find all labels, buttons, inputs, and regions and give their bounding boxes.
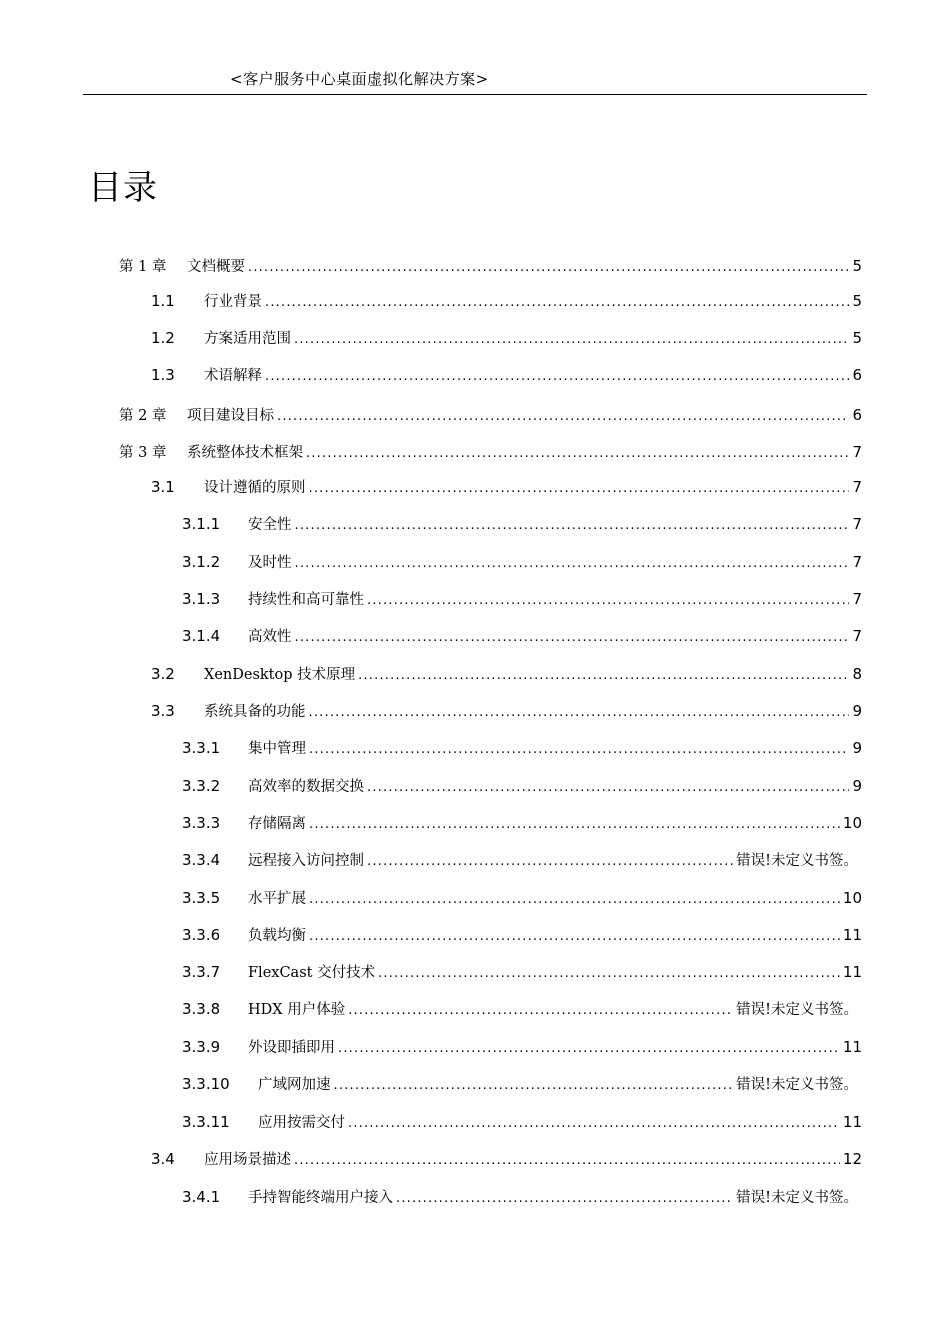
toc-entry-page: 11	[842, 926, 862, 944]
toc-entry[interactable]	[182, 849, 858, 873]
toc-leader-dots	[248, 260, 849, 275]
toc-entry-number: 3.3.8	[182, 1000, 221, 1018]
toc-entry[interactable]	[182, 961, 862, 985]
toc-entry-label: 水平扩展	[248, 891, 306, 907]
toc-entry-number: 3.3.10	[182, 1075, 230, 1093]
toc-entry-page: 11	[842, 1113, 862, 1131]
toc-entry-label: 远程接入访问控制	[248, 853, 364, 869]
toc-entry-number: 3.3.9	[182, 1038, 221, 1056]
toc-entry-label: 安全性	[248, 517, 292, 533]
header-rule	[83, 94, 867, 95]
toc-entry-number: 3.1.4	[182, 627, 221, 645]
toc-entry-number: 3.3.4	[182, 851, 221, 869]
toc-entry-label: 行业背景	[204, 294, 262, 310]
toc-entry-label: 文档概要	[187, 259, 245, 275]
toc-leader-dots	[348, 1003, 733, 1018]
toc-leader-dots	[338, 1041, 840, 1056]
toc-entry-number: 第 3 章	[119, 445, 167, 461]
toc-leader-dots	[309, 892, 840, 907]
toc-leader-dots	[309, 705, 850, 720]
toc-entry-number: 3.3.7	[182, 963, 221, 981]
toc-entry-number: 3.2	[151, 665, 175, 683]
toc-entry-number: 3.3.1	[182, 739, 221, 757]
toc-entry[interactable]	[119, 441, 862, 465]
toc-entry-number: 3.4	[151, 1150, 175, 1168]
toc-entry-label: 负载均衡	[248, 928, 306, 944]
toc-entry-label: 集中管理	[248, 741, 306, 757]
toc-entry[interactable]	[182, 775, 862, 799]
toc-entry-page: 10	[842, 889, 862, 907]
toc-entry-page: 7	[852, 627, 862, 645]
toc-entry-label: 高效率的数据交换	[248, 779, 364, 795]
toc-entry-page: 5	[852, 257, 862, 275]
toc-entry[interactable]	[151, 290, 862, 314]
toc-entry[interactable]	[182, 998, 858, 1022]
toc-entry-page: 7	[852, 515, 862, 533]
toc-entry-page: 错误!未定义书签。	[736, 1002, 858, 1018]
toc-entry-label: 项目建设目标	[187, 408, 274, 424]
toc-leader-dots	[295, 630, 850, 645]
toc-entry-label: 及时性	[248, 555, 292, 571]
toc-entry-page: 9	[852, 777, 862, 795]
toc-entry-page: 错误!未定义书签。	[736, 1190, 858, 1206]
toc-entry-label: 存储隔离	[248, 816, 306, 832]
toc-entry-page: 7	[852, 443, 862, 461]
toc-entry-number: 3.4.1	[182, 1188, 221, 1206]
toc-title: 目录	[88, 168, 158, 208]
toc-leader-dots	[295, 518, 850, 533]
toc-leader-dots	[309, 929, 840, 944]
toc-entry-page: 7	[852, 553, 862, 571]
toc-entry-page: 5	[852, 329, 862, 347]
toc-leader-dots	[306, 446, 849, 461]
toc-entry-page: 9	[852, 702, 862, 720]
toc-entry[interactable]	[182, 924, 862, 948]
toc-entry[interactable]	[182, 1073, 858, 1097]
toc-entry-label: 手持智能终端用户接入	[248, 1190, 393, 1206]
toc-leader-dots	[294, 1153, 840, 1168]
toc-entry[interactable]	[182, 1111, 862, 1135]
toc-leader-dots	[396, 1191, 733, 1206]
toc-entry[interactable]	[151, 1148, 862, 1172]
toc-entry-page: 12	[842, 1150, 862, 1168]
toc-entry[interactable]	[119, 404, 862, 428]
toc-entry[interactable]	[182, 812, 862, 836]
toc-entry-page: 9	[852, 739, 862, 757]
toc-entry-label: HDX 用户体验	[248, 1002, 346, 1018]
toc-leader-dots	[295, 556, 850, 571]
toc-entry-number: 3.3	[151, 702, 175, 720]
toc-entry-page: 7	[852, 590, 862, 608]
toc-entry[interactable]	[151, 364, 862, 388]
toc-entry[interactable]	[182, 551, 862, 575]
toc-entry-number: 1.3	[151, 366, 175, 384]
toc-entry-label: 系统整体技术框架	[187, 445, 303, 461]
toc-entry-number: 3.1.3	[182, 590, 221, 608]
toc-entry-page: 7	[852, 478, 862, 496]
toc-leader-dots	[309, 481, 850, 496]
toc-entry[interactable]	[182, 1186, 858, 1210]
toc-entry-label: 设计遵循的原则	[204, 480, 306, 496]
toc-entry[interactable]	[151, 327, 862, 351]
toc-entry-number: 3.3.6	[182, 926, 221, 944]
toc-leader-dots	[277, 409, 849, 424]
toc-entry[interactable]	[182, 737, 862, 761]
toc-leader-dots	[378, 966, 840, 981]
toc-entry[interactable]	[151, 476, 862, 500]
toc-entry-number: 3.3.11	[182, 1113, 230, 1131]
toc-entry-page: 6	[852, 406, 862, 424]
toc-entry-number: 第 1 章	[119, 259, 167, 275]
toc-entry-label: XenDesktop 技术原理	[204, 667, 356, 683]
toc-entry-page: 8	[852, 665, 862, 683]
toc-entry[interactable]	[151, 663, 862, 687]
toc-entry-label: 系统具备的功能	[204, 704, 306, 720]
toc-entry-label: 方案适用范围	[204, 331, 291, 347]
toc-entry-number: 1.2	[151, 329, 175, 347]
toc-entry-label: FlexCast 交付技术	[248, 965, 376, 981]
toc-entry-page: 错误!未定义书签。	[736, 853, 858, 869]
toc-entry-label: 广域网加速	[258, 1077, 331, 1093]
toc-entry-number: 第 2 章	[119, 408, 167, 424]
toc-entry-number: 3.1.1	[182, 515, 221, 533]
toc-entry-label: 应用按需交付	[258, 1115, 345, 1131]
toc-entry-label: 高效性	[248, 629, 292, 645]
toc-entry-number: 3.3.2	[182, 777, 221, 795]
toc-entry-page: 11	[842, 963, 862, 981]
toc-entry[interactable]	[182, 887, 862, 911]
toc-entry[interactable]	[151, 700, 862, 724]
toc-entry[interactable]	[182, 625, 862, 649]
toc-entry-label: 应用场景描述	[204, 1152, 291, 1168]
toc-entry-page: 11	[842, 1038, 862, 1056]
toc-entry[interactable]	[182, 513, 862, 537]
toc-entry-number: 1.1	[151, 292, 175, 310]
toc-entry-number: 3.1	[151, 478, 175, 496]
toc-entry-number: 3.1.2	[182, 553, 221, 571]
toc-entry[interactable]	[182, 1036, 862, 1060]
page-header-title: <客户服务中心桌面虚拟化解决方案>	[230, 70, 489, 88]
toc-entry-number: 3.3.3	[182, 814, 221, 832]
toc-entry-page: 5	[852, 292, 862, 310]
toc-entry-number: 3.3.5	[182, 889, 221, 907]
toc-leader-dots	[367, 780, 849, 795]
toc-leader-dots	[265, 369, 849, 384]
toc-entry-label: 外设即插即用	[248, 1040, 335, 1056]
toc-entry-page: 10	[842, 814, 862, 832]
toc-entry[interactable]	[182, 588, 862, 612]
toc-leader-dots	[367, 593, 849, 608]
toc-leader-dots	[358, 668, 849, 683]
toc-leader-dots	[294, 332, 849, 347]
toc-entry-page: 6	[852, 366, 862, 384]
toc-leader-dots	[348, 1116, 840, 1131]
toc-leader-dots	[309, 742, 849, 757]
toc-entry-label: 持续性和高可靠性	[248, 592, 364, 608]
toc-leader-dots	[367, 854, 733, 869]
toc-entry-page: 错误!未定义书签。	[736, 1077, 858, 1093]
toc-leader-dots	[309, 817, 840, 832]
toc-leader-dots	[334, 1078, 734, 1093]
toc-entry-label: 术语解释	[204, 368, 262, 384]
toc-entry[interactable]	[119, 255, 862, 279]
toc-leader-dots	[265, 295, 849, 310]
